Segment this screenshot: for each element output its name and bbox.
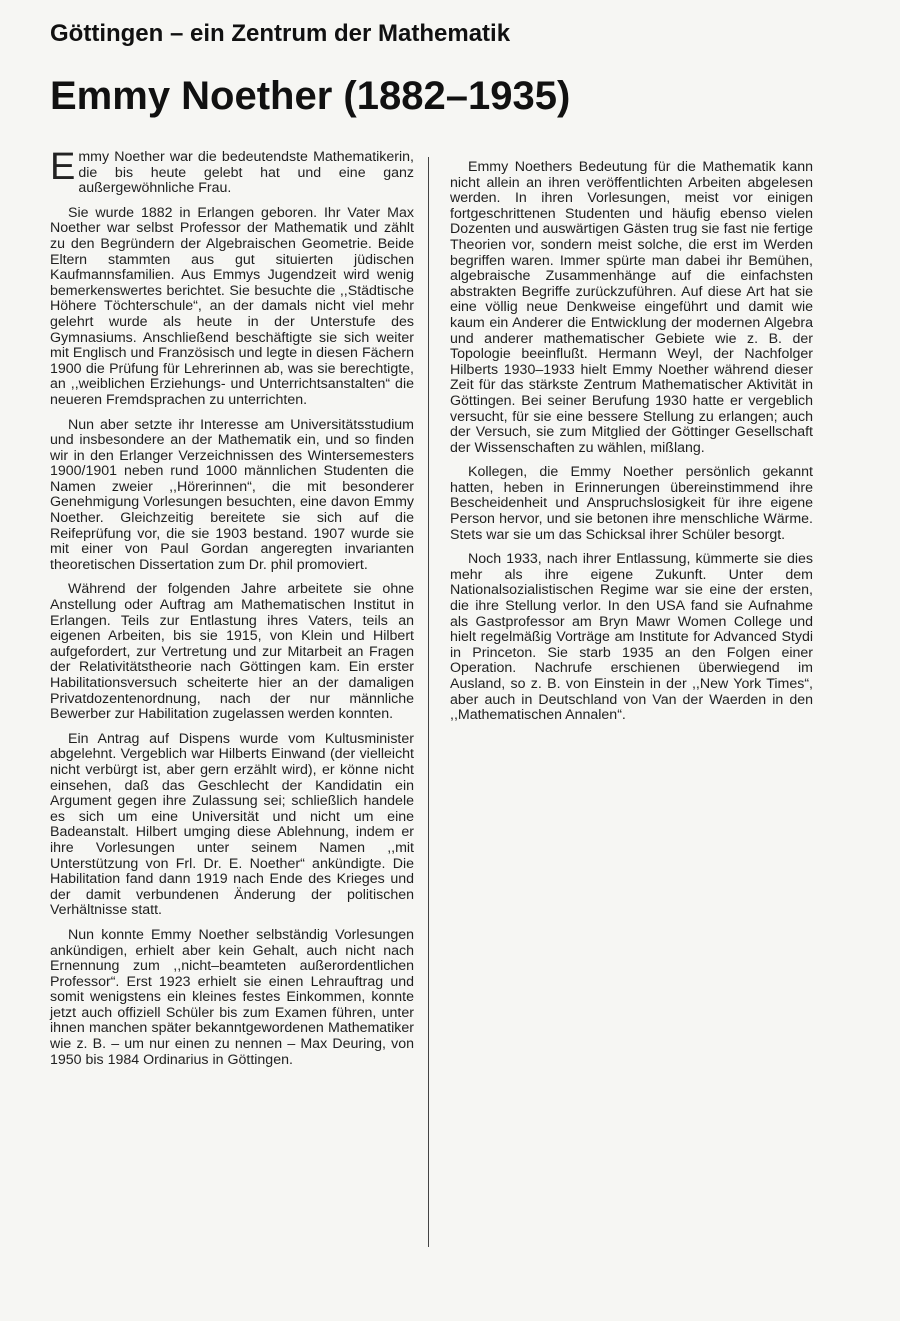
paragraph-5: Ein Antrag auf Dispens wurde vom Kultusminister abgelehnt. Vergeblich war Hilberts Einwand (der vielleicht nicht verbürgt ist, aber gern erzählt wird), er könne nicht einsehen, daß das Geschlecht der Kandidatin ein Argument gegen ihre Zulassung sei; schließlich handele es sich um eine Universität und nicht um eine Badeanstalt. Hilbert umging diese Ablehnung, indem er ihre Vorlesungen unter seinem Namen ,,mit Unterstützung von Frl. Dr. E. Noether“ ankündigte. Die Habilitation fand dann 1919 nach Ende des Krieges und der damit verbundenen Änderung der politischen Verhältnisse statt. — [50, 730, 414, 919]
paragraph-4: Während der folgenden Jahre arbeitete sie ohne Anstellung oder Auftrag am Mathematischen Institut in Erlangen. Teils zur Entlastung ihres Vaters, teils an eigenen Arbeiten, bis sie 1915, von Klein und Hilbert aufgefordert, zur Vertretung und zur Mitarbeit an Fragen der Relativitätstheorie nach Göttingen kam. Ein erster Habilitationsversuch scheiterte hier an der damaligen Privatdozentenordnung, nach der nur männliche Bewerber zur Habilitation zugelassen werden konnten. — [50, 581, 414, 723]
page-subtitle: Göttingen – ein Zentrum der Mathematik — [50, 20, 511, 47]
paragraph-2: Sie wurde 1882 in Erlangen geboren. Ihr Vater Max Noether war selbst Professor der Mathematik und zählt zu den Begründern der Algebraischen Geometrie. Beide Eltern stammten aus gut situierten jüdischen Kaufmannsfamilien. Aus Emmys Jugendzeit wird wenig bemerkenswertes berichtet. Sie besuchte die ,,Städtische Höhere Töchterschule“, an der damals nicht viel mehr gelehrt wurde als heute in der Unterstufe des Gymnasiums. Anschließend beschäftigte sie sich weiter mit Englisch und Französisch und legte in diesen Fächern 1900 die Prüfung für Lehrerinnen ab, was sie berechtigte, an ,,weiblichen Erziehungs- und Unterrichtsanstalten“ die neueren Fremdsprachen zu unterrichten. — [50, 204, 414, 408]
right-column — [450, 160, 813, 733]
paragraph-1-text: mmy Noether war die bedeutendste Mathematikerin, die bis heute gelebt hat und eine ganz außergewöhnliche Frau. — [78, 149, 414, 197]
paragraph-6: Nun konnte Emmy Noether selbständig Vorlesungen ankündigen, erhielt aber kein Gehalt, auch nicht nach Ernennung zum ,,nicht–beamteten außerordentlichen Professor“. Erst 1923 erhielt sie einen Lehrauftrag und somit wenigstens ein kleines festes Einkommen, konnte jetzt auch offiziell Schüler bis zum Examen führen, unter ihnen manchen später bekanntgewordenen Mathematiker wie z. B. – um nur einen zu nennen – Max Deuring, von 1950 bis 1984 Ordinarius in Göttingen. — [50, 926, 414, 1068]
page-title: Emmy Noether (1882–1935) — [50, 74, 571, 118]
drop-cap: E — [50, 146, 76, 188]
paragraph-8: Kollegen, die Emmy Noether persönlich gekannt hatten, heben in Erinnerungen übereinstimmend ihre Bescheidenheit und Anspruchslosigkeit für ihre eigene Person hervor, und sie betonen ihre menschliche Wärme. Stets war sie um das Schicksal ihrer Schüler besorgt. — [450, 464, 813, 543]
paragraph-1 — [50, 146, 414, 197]
column-divider — [428, 157, 429, 1247]
paragraph-9: Noch 1933, nach ihrer Entlassung, kümmerte sie dies mehr als ihre eigene Zukunft. Unter dem Nationalsozialistischen Regime war sie eine der ersten, die ihre Stellung verlor. In den USA fand sie Aufnahme als Gastprofessor am Bryn Mawr Women College und hielt regelmäßig Vorträge am Institute for Advanced Stydi in Princeton. Sie starb 1935 an den Folgen einer Operation. Nachrufe erschienen überwiegend im Ausland, so z. B. von Einstein in der ,,New York Times“, aber auch in Deutschland von Van der Waerden in den ,,Mathematischen Annalen“. — [450, 551, 813, 724]
paragraph-3: Nun aber setzte ihr Interesse am Universitätsstudium und insbesondere an der Mathematik ein, und so finden wir in den Erlanger Verzeichnissen des Wintersemesters 1900/1901 neben rund 1000 männlichen Studenten die Namen zweier ,,Hörerinnen“, die mit besonderer Genehmigung Vorlesungen besuchten, eine davon Emmy Noether. Gleichzeitig bereitete sie sich auf die Reifeprüfung vor, die sie 1903 bestand. 1907 wurde sie mit einer von Paul Gordan angeregten invarianten theoretischen Dissertation zum Dr. phil promoviert. — [50, 416, 414, 573]
paragraph-7: Emmy Noethers Bedeutung für die Mathematik kann nicht allein an ihren veröffentlichten Arbeiten abgelesen werden. In ihren Vorlesungen, meist vor einigen fortgeschrittenen Studenten und häufig ebenso vielen Dozenten und auswärtigen Gästen trug sie fast nie fertige Theorien vor, sondern meist solche, die erst im Werden begriffen waren. Immer spürte man dabei ihr Bemühen, algebraische Zusammenhänge auf die einfachsten abstrakten Begriffe zurückzuführen. Auf diese Art hat sie eine völlig neue Denkweise eingeführt und damit wie kaum ein Anderer die Entwicklung der modernen Algebra und anderer mathematischer Gebiete wie z. B. der Topologie beeinflußt. Hermann Weyl, der Nachfolger Hilberts 1930–1933 hielt Emmy Noether während dieser Zeit für das stärkste Zentrum Mathematischer Aktivität in Göttingen. Bei seiner Berufung 1930 hatte er vergeblich versucht, für sie eine bessere Stellung zu erlangen; auch der Versuch, sie zum Mitglied der Göttinger Gesellschaft der Wissenschaften zu wählen, mißlang. — [450, 159, 813, 456]
left-column — [50, 146, 414, 1077]
